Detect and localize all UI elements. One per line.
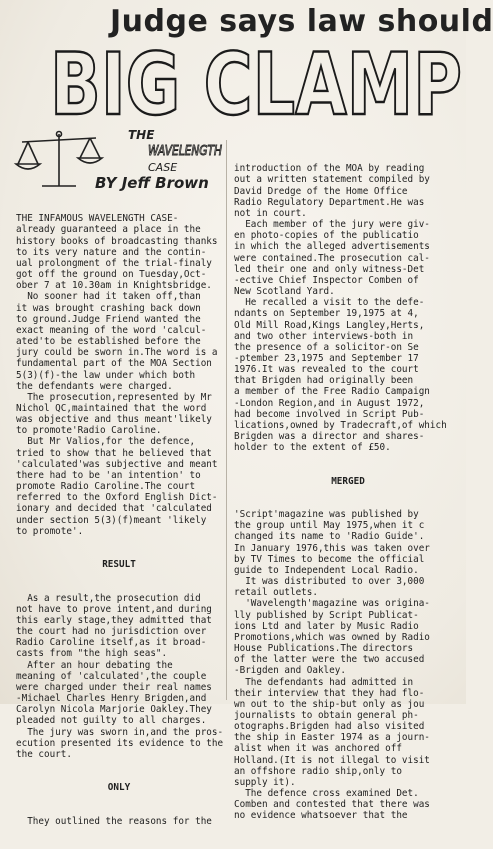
text-line: THE INFAMOUS WAVELENGTH CASE- <box>16 213 179 225</box>
text-line: already guaranteed a place in the <box>16 224 201 236</box>
big-clamp-text: BIG CLAMP <box>50 35 462 135</box>
text-line: wn out to the ship-but only as jou <box>234 698 425 710</box>
text-line: David Dredge of the Home Office <box>234 185 408 197</box>
text-line: to ground.Judge Friend wanted the <box>16 313 201 325</box>
text-line: Promotions,which was owned by Radio <box>234 631 430 643</box>
right-column-body <box>234 163 462 453</box>
text-line: Radio Caroline itself,as it broad- <box>16 637 207 649</box>
left-column-body-3 <box>16 816 222 827</box>
text-line: a member of the Free Radio Campaign <box>234 386 430 398</box>
text-line: supply it). <box>234 776 296 788</box>
text-line: of the latter were the two accused <box>234 654 425 666</box>
text-line: The defence cross examined Det. <box>234 788 419 800</box>
text-line: holder to the extent of £50. <box>234 442 391 454</box>
text-line: were contained.The prosecution cal- <box>234 252 430 264</box>
headline-line1: Judge says law should <box>110 4 493 39</box>
text-line: The jury was sworn in,and the pros- <box>16 726 224 738</box>
text-line: to promote'. <box>16 525 84 537</box>
text-line: in which the alleged advertisements <box>234 241 430 253</box>
text-line: was objective and thus meant'likely <box>16 414 212 426</box>
text-line: out a written statement compiled by <box>234 174 430 186</box>
text-line: and two other interviews-both in <box>234 330 414 342</box>
text-line: Holland.(It is not illegal to visit <box>234 754 430 766</box>
text-line: ober 7 at 10.30am in Knightsbridge. <box>16 280 212 292</box>
text-line: Each member of the jury were giv- <box>234 219 430 231</box>
text-line: alist when it was anchored off <box>234 743 402 755</box>
text-line: not in court. <box>234 207 307 219</box>
text-line: pleaded not guilty to all charges. <box>16 715 207 727</box>
text-line: were charged under their real names <box>16 681 212 693</box>
text-line: otographs.Brigden had also visited <box>234 721 425 733</box>
text-line: journalists to obtain general ph- <box>234 709 419 721</box>
left-column-body <box>16 213 222 537</box>
text-line: House Publications.The directors <box>234 643 414 655</box>
text-line: the ship in Easter 1974 as a journ- <box>234 732 430 744</box>
text-line: Radio Regulatory Department.He was <box>234 196 425 208</box>
text-line: In January 1976,this was taken over <box>234 542 430 554</box>
text-line: got off the ground on Tuesday,Oct- <box>16 269 207 281</box>
text-line: history books of broadcasting thanks <box>16 235 218 247</box>
text-line: But Mr Valios,for the defence, <box>16 436 196 448</box>
text-line: ecution presented its evidence to the <box>16 737 224 749</box>
text-line: lications,owned by Tradecraft,of which <box>234 419 447 431</box>
text-line: 1976.It was revealed to the court <box>234 364 419 376</box>
text-line: 'calculated'was subjective and meant <box>16 458 218 470</box>
text-line: en photo-copies of the publicatio <box>234 230 419 242</box>
text-line: -London Region,and in August 1972, <box>234 397 425 409</box>
text-line: No sooner had it taken off,than <box>16 291 201 303</box>
text-line: It was distributed to over 3,000 <box>234 576 425 588</box>
text-line: ated'to be established before the <box>16 336 201 348</box>
text-line: changed its name to 'Radio Guide'. <box>234 531 425 543</box>
text-line: the court. <box>16 748 72 760</box>
text-line: Nichol QC,maintained that the word <box>16 402 207 414</box>
text-line: no evidence whatsoever that the <box>234 810 408 822</box>
left-column <box>16 191 222 849</box>
text-line: Old Mill Road,Kings Langley,Herts, <box>234 319 425 331</box>
text-line: ionary and decided that 'calculated <box>16 503 212 515</box>
text-line: 'Script'magazine was published by <box>234 509 419 521</box>
text-line: to its very nature and the contin- <box>16 246 207 258</box>
text-line: an offshore radio ship,only to <box>234 765 402 777</box>
text-line: They outlined the reasons for the <box>16 815 212 827</box>
subhead-only: ONLY <box>107 782 131 794</box>
text-line: -Brigden and Oakley. <box>234 665 346 677</box>
text-line: lly published by Script Publicat- <box>234 609 419 621</box>
text-line: casts from "the high seas". <box>16 648 168 660</box>
text-line: guide to Independent Local Radio. <box>234 564 419 576</box>
text-line: that Brigden had originally been <box>234 375 414 387</box>
text-line: this early stage,they admitted that <box>16 614 212 626</box>
text-line: had become involved in Script Pub- <box>234 408 425 420</box>
text-line: by TV Times to become the official <box>234 553 425 565</box>
text-line: Comben and contested that there was <box>234 799 430 811</box>
logo-wavelength: WAVELENGTH <box>148 144 223 159</box>
text-line: Carolyn Nicola Marjorie Oakley.They <box>16 704 212 716</box>
column-divider <box>226 140 227 700</box>
text-line: to promote'Radio Caroline. <box>16 425 162 437</box>
text-line: New Scotland Yard. <box>234 286 335 298</box>
text-line: it was brought crashing back down <box>16 302 201 314</box>
text-line: the court had no jurisdiction over <box>16 626 207 638</box>
wavelength-case-logo <box>126 125 226 177</box>
text-line: there had to be 'an intention' to <box>16 469 201 481</box>
text-line: tried to show that he believed that <box>16 447 212 459</box>
subhead-result: RESULT <box>102 559 136 571</box>
logo-the: THE <box>128 128 155 142</box>
text-line: ual prolongment of the trial-finaly <box>16 257 212 269</box>
text-line: 'Wavelength'magazine was origina- <box>234 598 430 610</box>
right-column <box>234 141 462 844</box>
subhead-merged: MERGED <box>331 475 365 487</box>
text-line: ndants on September 19,1975 at 4, <box>234 308 419 320</box>
text-line: retail outlets. <box>234 587 318 599</box>
byline: BY Jeff Brown <box>95 174 209 192</box>
text-line: exact meaning of the word 'calcul- <box>16 324 207 336</box>
text-line: referred to the Oxford English Dict- <box>16 492 218 504</box>
text-line: Brigden was a director and shares- <box>234 431 425 443</box>
text-line: the defendants were charged. <box>16 380 173 392</box>
text-line: 5(3)(f)-the law under which both <box>16 369 196 381</box>
left-column-body-2 <box>16 593 222 760</box>
text-line: The defendants had admitted in <box>234 676 414 688</box>
text-line: promote Radio Caroline.The court <box>16 481 196 493</box>
scales-of-justice-icon <box>14 128 104 192</box>
text-line: their interview that they had flo- <box>234 687 425 699</box>
text-line: fundamental part of the MOA Section <box>16 358 212 370</box>
text-line: the presence of a solicitor-on Se <box>234 341 419 353</box>
text-line: After an hour debating the <box>16 659 173 671</box>
text-line: As a result,the prosecution did <box>16 592 201 604</box>
text-line: ions Ltd and later by Music Radio <box>234 620 419 632</box>
text-line: The prosecution,represented by Mr <box>16 391 212 403</box>
text-line: not have to prove intent,and during <box>16 603 212 615</box>
text-line: jury could be sworn in.The word is a <box>16 347 218 359</box>
text-line: -ptember 23,1975 and September 17 <box>234 352 419 364</box>
right-column-body-2 <box>234 509 462 821</box>
text-line: -Michael Charles Henry Brigden,and <box>16 693 207 705</box>
text-line: meaning of 'calculated',the couple <box>16 670 207 682</box>
text-line: -ective Chief Inspector Comben of <box>234 274 419 286</box>
text-line: introduction of the MOA by reading <box>234 163 425 175</box>
text-line: under section 5(3)(f)meant 'likely <box>16 514 207 526</box>
text-line: He recalled a visit to the defe- <box>234 297 425 309</box>
logo-case: CASE <box>148 161 178 174</box>
text-line: led their one and only witness-Det <box>234 263 425 275</box>
text-line: the group until May 1975,when it c <box>234 520 425 532</box>
